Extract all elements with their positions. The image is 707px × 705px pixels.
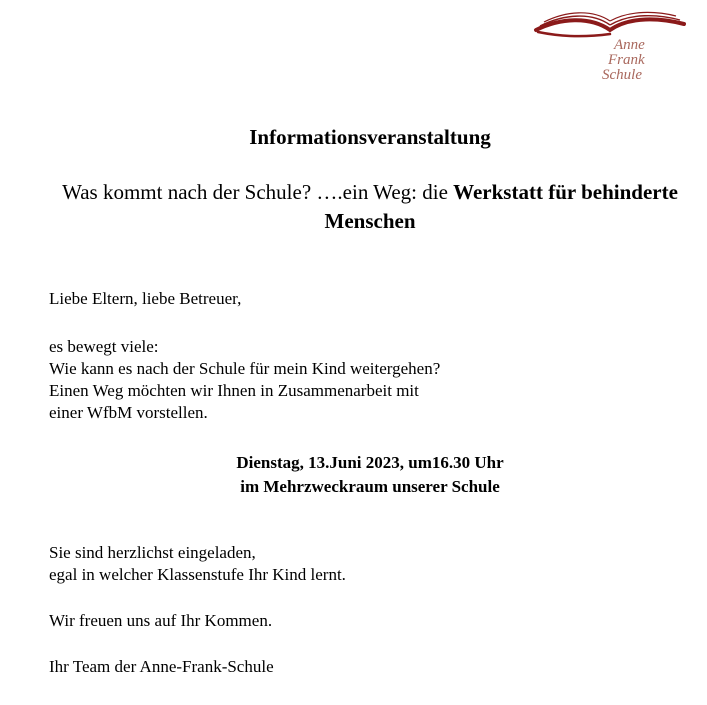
intro-line: einer WfbM vorstellen. — [49, 403, 208, 422]
school-logo — [530, 8, 690, 90]
subtitle-plain: Was kommt nach der Schule? ….ein Weg: die — [62, 180, 454, 204]
invite-line: Sie sind herzlichst eingeladen, — [49, 543, 256, 562]
greeting-text: Liebe Eltern, liebe Betreuer, — [49, 289, 242, 308]
intro-line: es bewegt viele: — [49, 337, 159, 356]
logo-line-2: Frank — [608, 52, 645, 68]
invite-line: egal in welcher Klassenstufe Ihr Kind lernt. — [49, 565, 346, 584]
page-title: Informationsveranstaltung — [249, 125, 491, 149]
invite-paragraph — [49, 542, 669, 586]
signature — [49, 656, 669, 678]
logo-line-1: Anne — [614, 37, 645, 53]
logo-line-3: Schule — [602, 67, 642, 83]
logo-wordmark — [602, 38, 682, 83]
greeting — [49, 288, 669, 310]
closing-text: Wir freuen uns auf Ihr Kommen. — [49, 611, 273, 630]
intro-line: Wie kann es nach der Schule für mein Kind weitergehen? — [49, 359, 441, 378]
subtitle — [60, 178, 680, 236]
closing — [49, 610, 669, 632]
intro-paragraph — [49, 336, 669, 424]
event-details — [0, 451, 707, 499]
signature-text: Ihr Team der Anne-Frank-Schule — [49, 657, 274, 676]
subtitle-bold: Werkstatt für behinderte Menschen — [324, 180, 678, 233]
event-date: Dienstag, 13.Juni 2023, um16.30 Uhr — [236, 453, 504, 472]
intro-line: Einen Weg möchten wir Ihnen in Zusammenarbeit mit — [49, 381, 419, 400]
event-location: im Mehrzweckraum unserer Schule — [240, 477, 500, 496]
